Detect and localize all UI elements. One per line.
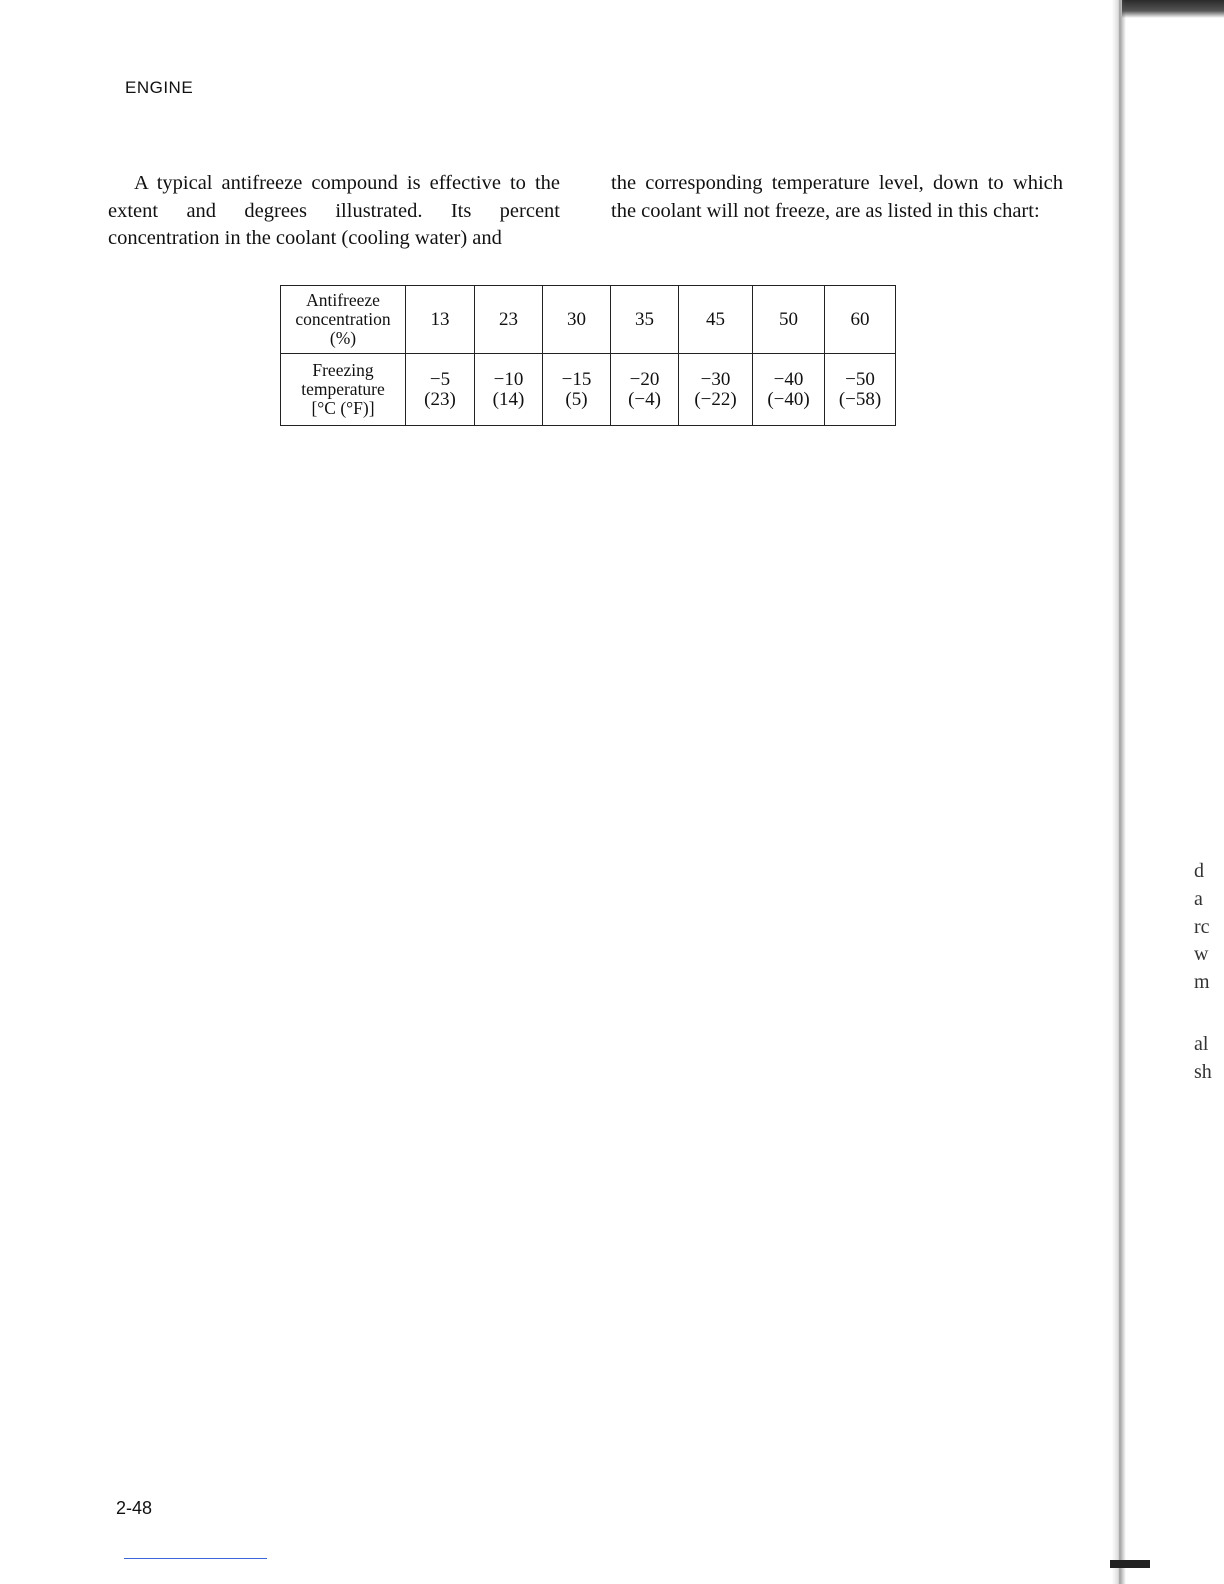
freezing-celsius: −10 — [493, 368, 524, 390]
freezing-celsius: −30 — [700, 368, 731, 390]
row-header-line: Freezing — [312, 360, 374, 380]
section-header: ENGINE — [125, 78, 194, 97]
adjacent-page-fragment: sh — [1194, 1061, 1212, 1083]
concentration-cell: 23 — [475, 286, 543, 354]
freezing-celsius: −40 — [773, 368, 804, 390]
antifreeze-chart — [280, 285, 896, 426]
adjacent-page-fragment: al — [1194, 1033, 1209, 1055]
freezing-cell — [406, 354, 475, 426]
intro-paragraph-right: the corresponding temperature level, down to which the coolant will not freeze, are as listed in this chart: — [611, 172, 1063, 222]
row-header-line: (%) — [329, 328, 357, 348]
row-header-line: [°C (°F)] — [311, 398, 375, 418]
row-header-line: Antifreeze — [306, 290, 380, 310]
concentration-cell: 13 — [406, 286, 475, 354]
freezing-cell — [475, 354, 543, 426]
freezing-cell — [753, 354, 825, 426]
intro-paragraph-left-text: A typical antifreeze compound is effective to the extent and degrees illustrated. Its percent concentration in the coolant (cooling water) and — [108, 172, 560, 249]
freezing-fahrenheit: (5) — [565, 388, 588, 410]
concentration-cell: 30 — [543, 286, 611, 354]
concentration-cell: 60 — [825, 286, 896, 354]
freezing-cell — [679, 354, 753, 426]
page-number: 2-48 — [116, 1498, 153, 1518]
freezing-cell — [543, 354, 611, 426]
freezing-fahrenheit: (14) — [492, 388, 525, 410]
intro-paragraph-left — [108, 170, 560, 253]
concentration-row-header — [281, 286, 406, 354]
adjacent-page-fragment: d — [1194, 860, 1204, 882]
adjacent-page-fragment: w — [1194, 943, 1209, 965]
freezing-celsius: −5 — [429, 368, 451, 390]
freezing-row — [281, 354, 896, 426]
freezing-celsius: −15 — [561, 368, 592, 390]
row-header-line: concentration — [295, 309, 391, 329]
freezing-cell — [825, 354, 896, 426]
adjacent-page-fragment: rc — [1194, 916, 1210, 938]
adjacent-page-fragment: m — [1194, 971, 1210, 993]
freezing-row-header — [281, 354, 406, 426]
footer-rule — [124, 1558, 267, 1559]
concentration-cell: 50 — [753, 286, 825, 354]
concentration-cell: 35 — [611, 286, 679, 354]
scan-edge-top — [1122, 0, 1224, 18]
freezing-fahrenheit: (−40) — [767, 388, 810, 410]
freezing-fahrenheit: (−22) — [694, 388, 737, 410]
freezing-fahrenheit: (23) — [424, 388, 456, 410]
freezing-fahrenheit: (−58) — [838, 388, 882, 410]
freezing-fahrenheit: (−4) — [628, 388, 661, 410]
scan-edge-bottom — [1110, 1560, 1150, 1568]
freezing-celsius: −50 — [845, 368, 875, 390]
freezing-celsius: −20 — [629, 368, 660, 390]
adjacent-page-fragment: a — [1194, 888, 1203, 910]
freezing-cell — [611, 354, 679, 426]
concentration-cell: 45 — [679, 286, 753, 354]
row-header-line: temperature — [301, 379, 385, 399]
scan-edge-line — [1112, 0, 1126, 1584]
concentration-row — [281, 286, 896, 354]
